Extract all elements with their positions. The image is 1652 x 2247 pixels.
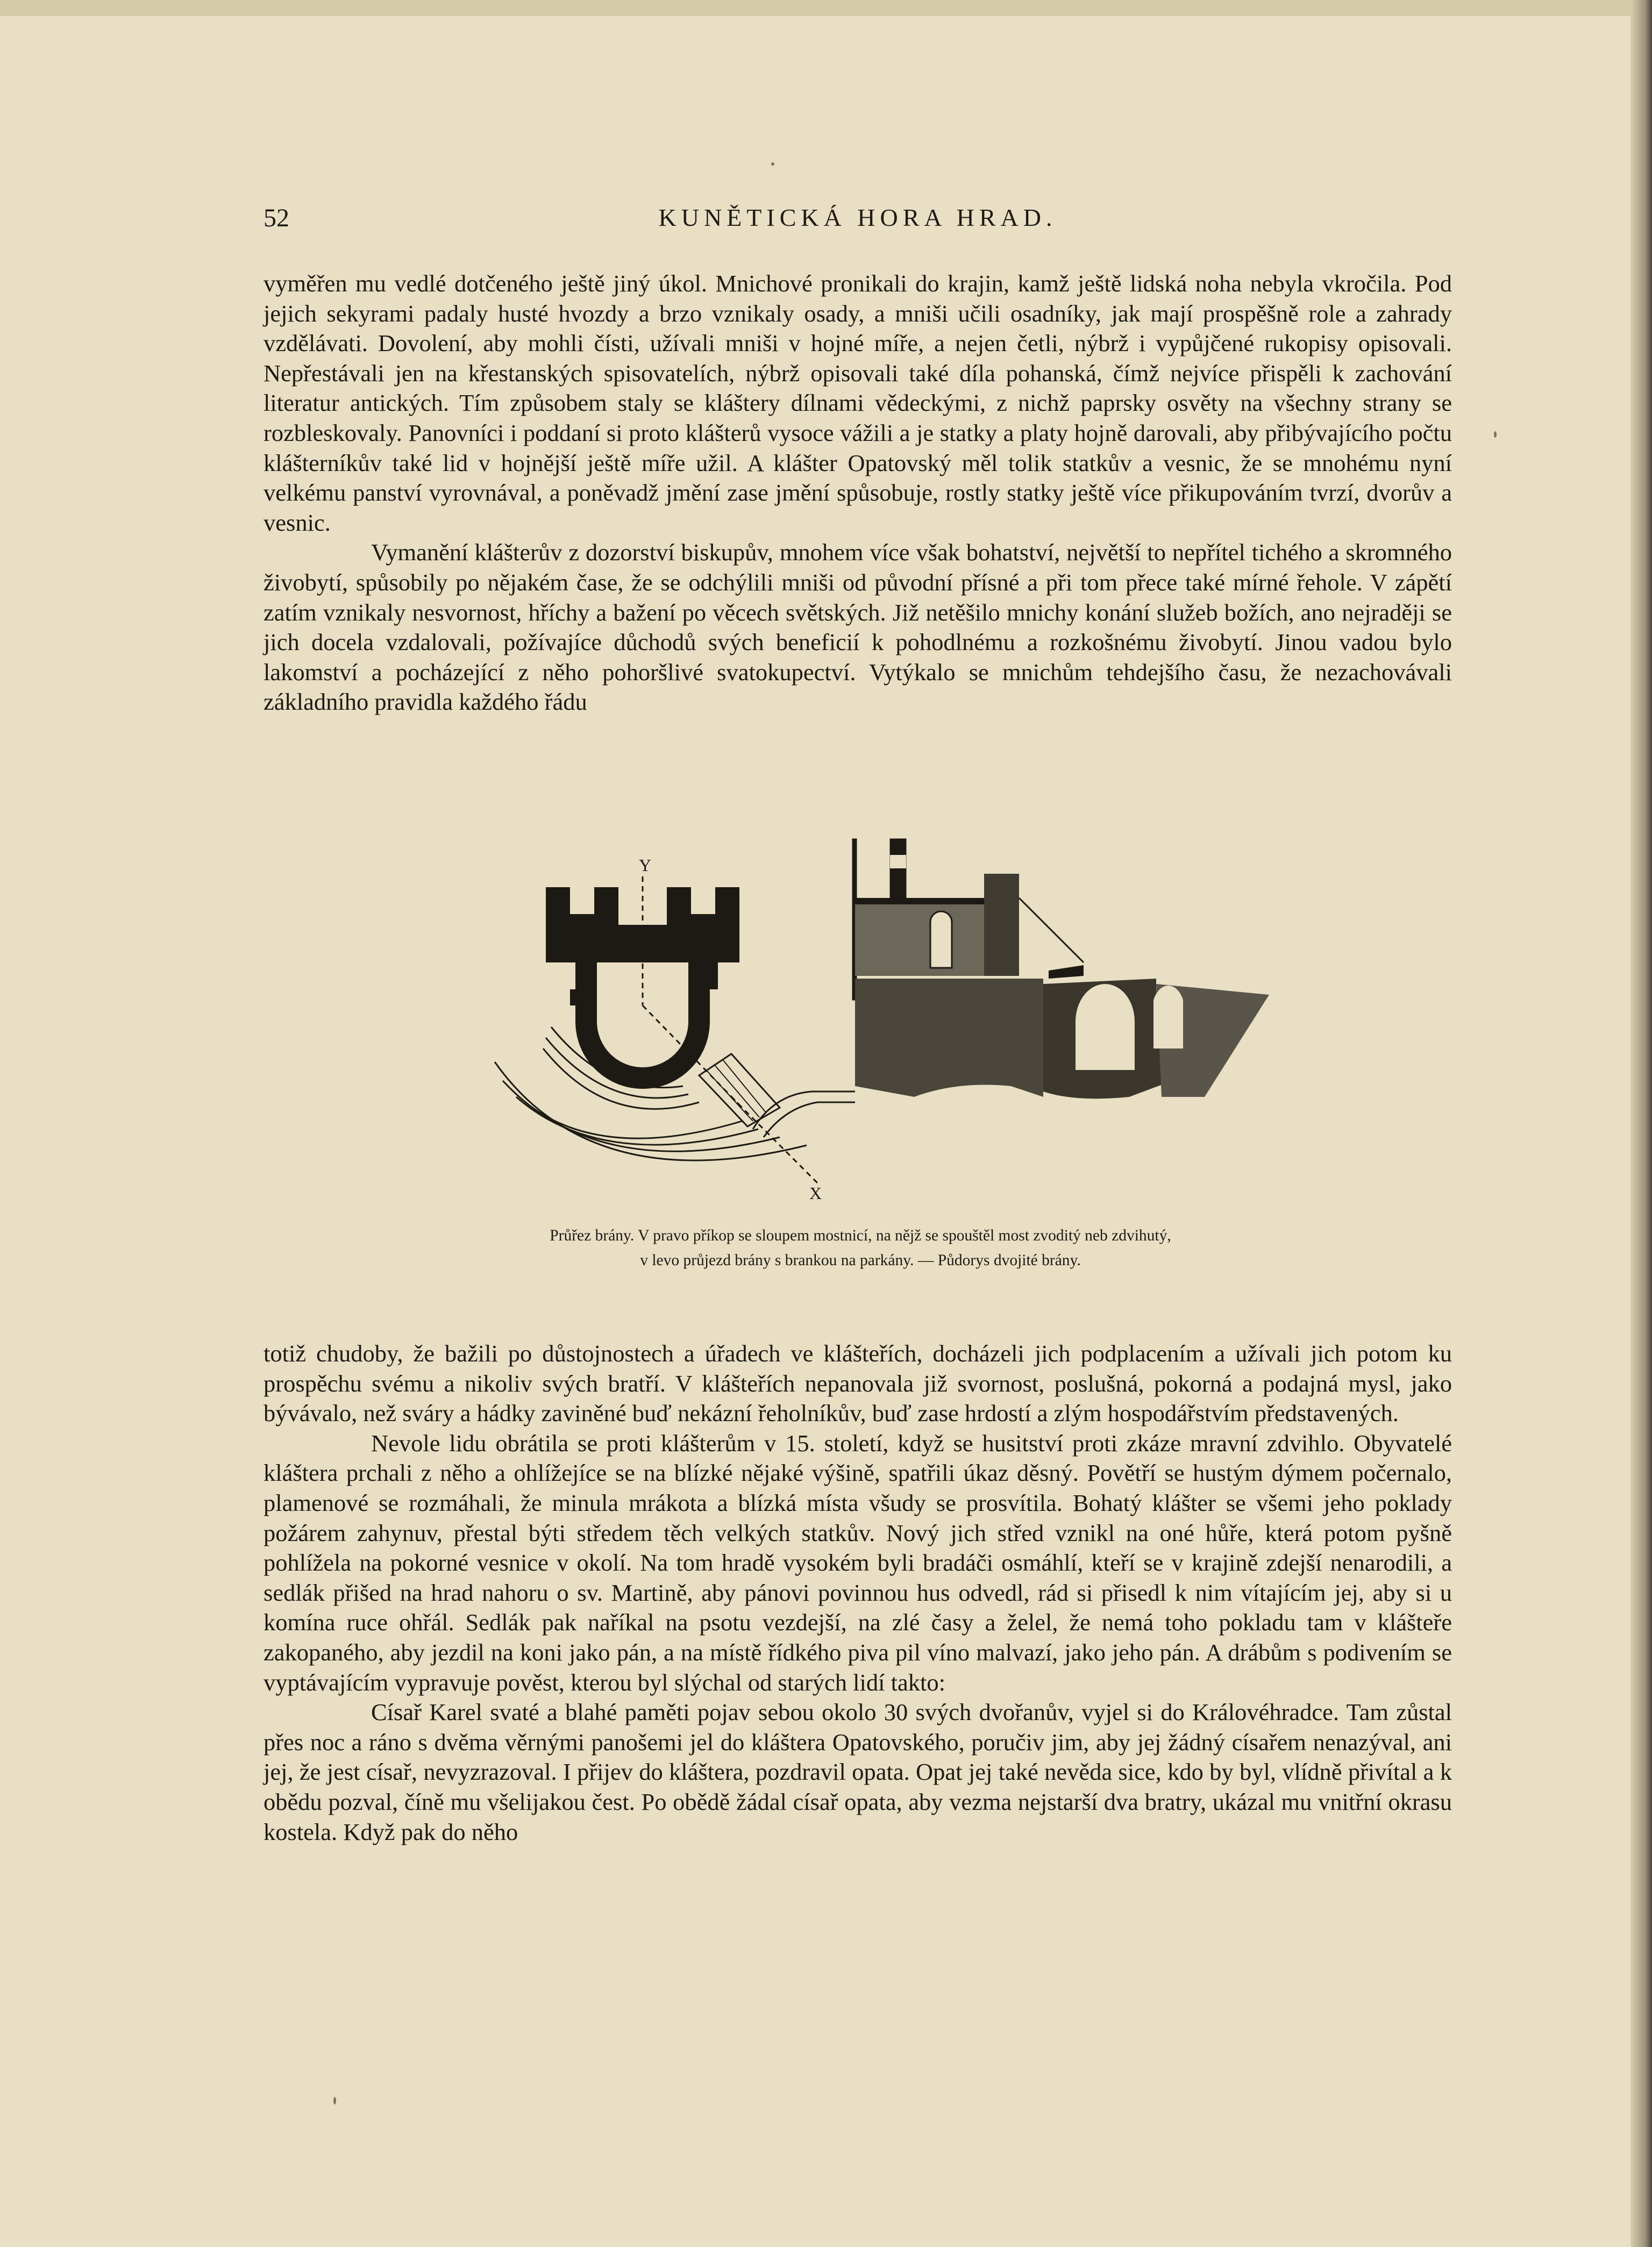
caption-line-2: v levo průjezd brány s brankou na parkány. — Půdorys dvojité brány. <box>640 1252 1081 1269</box>
paragraph: Nevole lidu obrátila se proti klášterům v 15. století, když se husitství proti zkáze mravní zdvihlo. Obyvatelé kláštera prchali z něho a ohlížejíce se na blízké nějaké výšině, spatřili úkaz děsný. Povětří se hustým dýmem počernalo, plamenové se rozmáhali, že minula mrákota a blízká místa všudy se prosvítila. Bohatý klášter se všemi jeho poklady požárem zahynuv, přestal býti středem těch velkých statkův. Nový jich střed vznikl na oné hůře, která potom pyšně pohlížela na pokorné vesnice v okolí. Na tom hradě vysokém byli bradáči osmáhlí, kteří se v krajině zdejší nenarodili, a sedlák přišed na hrad nahoru o sv. Martině, aby pánovi povinnou hus odvedl, rád si přisedl k nim vítajícím jej, aby si u komína ruce ohřál. Sedlák pak naříkal na psotu vezdejší, na zlé časy a želel, že nemá toho pokladu tam v klášteře zakopaného, aby jezdil na koni jako pán, a na místě řídkého piva pil víno malvazí, jako jeho pán. A drábům s podivením se vyptávajícím vypravuje pověst, kterou byl slýchal od starých lidí takto: <box>264 1429 1452 1696</box>
body-text-bottom <box>264 1339 1452 1847</box>
gate-illustration <box>430 828 1291 1204</box>
scan-edge-right <box>1630 0 1652 2247</box>
figure-caption <box>430 1223 1291 1273</box>
scan-edge-top <box>0 0 1652 16</box>
running-title: KUNĚTICKÁ HORA HRAD. <box>658 204 1057 231</box>
paper-speck <box>771 162 774 166</box>
paragraph: Císař Karel svaté a blahé paměti pojav sebou okolo 30 svých dvořanův, vyjel si do Královéhradce. Tam zůstal přes noc a ráno s dvěma věrnými panošemi jel do kláštera Opatovského, poručiv jim, aby jej žádný císařem nenazýval, ani jej, že jest císař, nevyzrazoval. I přijev do kláštera, pozdravil opata. Opat jej také nevěda sice, kdo by byl, vlídně přivítal a k obědu pozval, číně mu všelijakou čest. Po obědě žádal císař opata, aby vezma nejstarší dva bratry, ukázal mu vnitřní okrasu kostela. Když pak do něho <box>264 1699 1452 1845</box>
body-text-top <box>264 269 1452 717</box>
page-number: 52 <box>264 204 289 232</box>
plan-label-y: Y <box>639 855 652 875</box>
paper-speck <box>1494 431 1497 438</box>
paragraph: vyměřen mu vedlé dotčeného ještě jiný úkol. Mnichové pronikali do krajin, kamž ještě lidská noha nebyla vkročila. Pod jejich sekyrami padaly husté hvozdy a brzo vznikaly osady, a mniši učili osadníky, jak mají prospěšně role a zahrady vzdělávati. Dovolení, aby mohli čísti, užívali mniši v hojné míře, a nejen četli, nýbrž i vypůjčené rukopisy opisovali. Nepřestávali jen na křestanských spisovatelích, nýbrž opisovali také díla pohanská, čímž nejvíce přispěli k zachování literatur antických. Tím způsobem staly se kláštery dílnami vědeckými, z nichž paprsky osvěty na všechny strany se rozbleskovaly. Panovníci i poddaní si proto klášterů vysoce vážili a je statky a platy hojně darovali, aby přibývajícího počtu klášterníkův také lid v hojnější ještě míře užil. A klášter Opatovský měl tolik statkův a vesnic, že se mnohému nyní velkému panství vyrovnával, a poněvadž jmění zase jmění spůsobuje, rostly statky ještě více přikupováním tvrzí, dvorův a vesnic. <box>264 270 1452 536</box>
gate-cross-section <box>852 839 1269 1098</box>
paragraph: Vymanění klášterův z dozorství biskupův, mnohem více však bohatství, největší to nepřítel tichého a skromného živobytí, spůsobily po nějakém čase, že se odchýlili mniši od původní přísné a při tom přece také mírné řehole. V zápětí zatím vznikaly nesvornost, hříchy a bažení po věcech světských. Již netěšilo mnichy konání služeb božích, ano nejraději se jich docela vzdalovali, požívajíce důchodů svých beneficií k pohodlnému a rozkošnému živobytí. Jinou vadou bylo lakomství a pocházející z něho pohoršlivé svatokupectví. Vytýkalo se mnichům tehdejšího času, že nezachovávali základního pravidla každého řádu <box>264 539 1452 716</box>
paper-speck <box>333 2097 336 2105</box>
paragraph: totiž chudoby, že bažili po důstojnostech a úřadech ve klášteřích, docházeli jich podplacením a užívali jich potom ku prospěchu svému a nikoliv svých bratří. V klášteřích nepanovala již svornost, poslušná, pokorná a podajná mysl, jako bývávalo, než sváry a hádky zaviněné buď nekázní řeholníkův, buď zase hrdostí a zlým hospodářstvím představených. <box>264 1340 1452 1427</box>
page-header <box>264 203 1452 241</box>
caption-line-1: Průřez brány. V pravo příkop se sloupem mostnicí, na nějž se spouštěl most zvoditý neb zdvihutý, <box>550 1227 1171 1244</box>
plan-label-x: X <box>809 1183 822 1203</box>
gate-floor-plan <box>495 876 855 1183</box>
